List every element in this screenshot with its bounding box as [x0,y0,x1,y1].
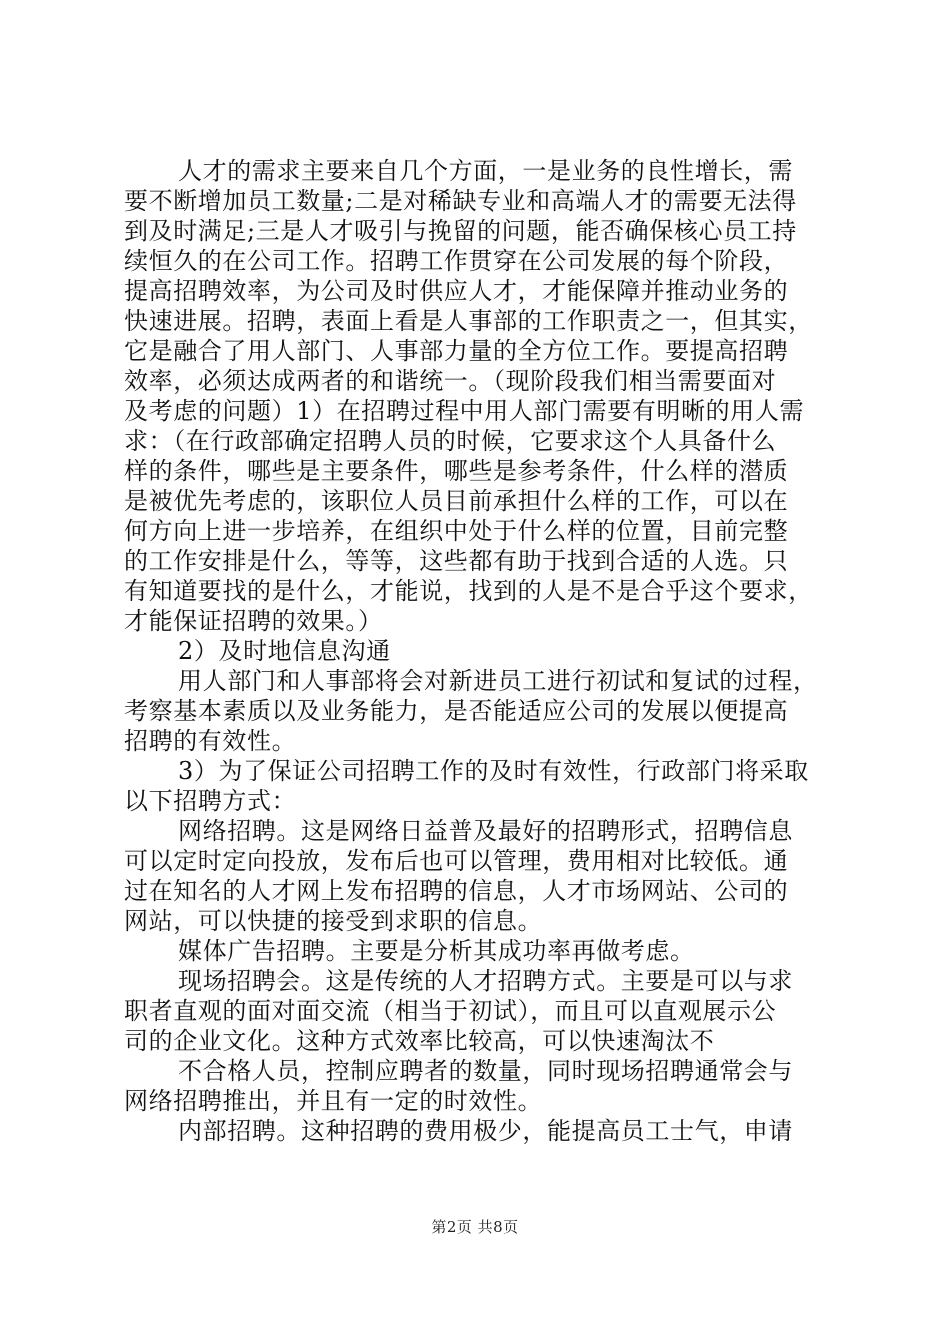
text-line: 可以定时定向投放，发布后也可以管理，费用相对比较低。通 [124,847,789,875]
document-body [124,156,836,1146]
text-line: 样的条件，哪些是主要条件，哪些是参考条件，什么样的潜质 [124,457,789,485]
text-line: 招聘的有效性。 [124,727,297,755]
text-line: 快速进展。招聘，表面上看是人事部的工作职责之一，但其实， [124,307,813,335]
text-line: 内部招聘。这种招聘的费用极少，能提高员工士气，申请 [178,1117,793,1145]
text-line: 不合格人员，控制应聘者的数量，同时现场招聘通常会与 [178,1057,793,1085]
text-line: 网站，可以快捷的接受到求职的信息。 [124,907,543,935]
text-line: 媒体广告招聘。主要是分析其成功率再做考虑。 [178,937,695,965]
text-line: 有知道要找的是什么，才能说，找到的人是不是合乎这个要求， [124,577,813,605]
text-line: 它是融合了用人部门、人事部力量的全方位工作。要提高招聘 [124,337,789,365]
text-line: 是被优先考虑的，该职位人员目前承担什么样的工作，可以在 [124,487,789,515]
text-line: 考察基本素质以及业务能力，是否能适应公司的发展以便提高 [124,697,789,725]
text-line: 求：（在行政部确定招聘人员的时候，它要求这个人具备什么 [124,427,777,455]
text-line: 到及时满足;三是人才吸引与挽留的问题，能否确保核心员工持 [124,217,797,245]
text-line: 网络招聘。这是网络日益普及最好的招聘形式，招聘信息 [178,817,793,845]
text-line: 续恒久的在公司工作。招聘工作贯穿在公司发展的每个阶段， [124,247,789,275]
text-line: 提高招聘效率，为公司及时供应人才，才能保障并推动业务的 [124,277,789,305]
text-line: 人才的需求主要来自几个方面，一是业务的良性增长，需 [178,157,793,185]
text-line: 何方向上进一步培养，在组织中处于什么样的位置，目前完整 [124,517,789,545]
text-line: 要不断增加员工数量;二是对稀缺专业和高端人才的需要无法得 [124,187,797,215]
text-line: 职者直观的面对面交流（相当于初试），而且可以直观展示公 [124,997,777,1025]
text-line: 以下招聘方式： [124,787,297,815]
text-line: 现场招聘会。这是传统的人才招聘方式。主要是可以与求 [178,967,793,995]
text-line: 及考虑的问题）1）在招聘过程中用人部门需要有明晰的用人需 [124,397,805,425]
text-line: 3）为了保证公司招聘工作的及时有效性，行政部门将采取 [178,757,809,785]
text-line: 网络招聘推出，并且有一定的时效性。 [124,1087,543,1115]
text-line: 2）及时地信息沟通 [178,637,391,665]
text-line: 的工作安排是什么，等等，这些都有助于找到合适的人选。只 [124,547,789,575]
text-line: 过在知名的人才网上发布招聘的信息，人才市场网站、公司的 [124,877,789,905]
text-line: 效率，必须达成两者的和谐统一。（现阶段我们相当需要面对 [124,367,777,395]
page-footer: 第2页 共8页 [431,1218,519,1236]
text-line: 用人部门和人事部将会对新进员工进行初试和复试的过程， [178,667,818,695]
text-line: 才能保证招聘的效果。） [124,607,383,635]
text-line: 司的企业文化。这种方式效率比较高，可以快速淘汰不 [124,1027,715,1055]
